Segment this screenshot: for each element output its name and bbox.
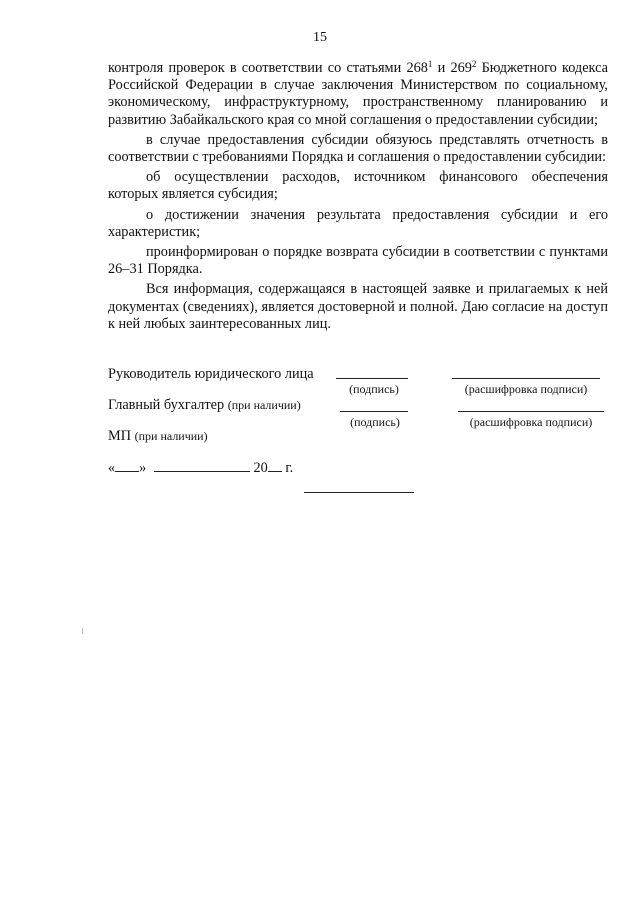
accountant-signature-caption: (подпись) [350,415,400,429]
accountant-decoding-line[interactable] [458,411,604,412]
paragraph-5: проинформирован о порядке возврата субсидии в соответствии с пунктами 26–31 Порядка. [108,244,608,278]
declaration-text [108,60,608,336]
stamp-label: МП (при наличии) [108,428,208,444]
head-signature-line[interactable] [336,378,408,379]
head-decoding-line[interactable] [452,378,600,379]
closing-separator-line [304,492,414,493]
paragraph-1: контроля проверок в соответствии со статьями $268^1$ и $269^2$ Бюджетного кодекса Российской Федерации в случае заключения Министерством по социальному, экономическому, инфраструктурному, пространственному планированию и развитию Забайкальского края со мной соглашения о предоставлении субсидии; [108,59,609,128]
paragraph-6: Вся информация, содержащаяся в настоящей заявке и прилагаемых к ней документах (сведениях), является достоверной и полной. Даю согласие на доступ к ней любых заинтересованных лиц. [108,281,608,332]
accountant-decoding-caption: (расшифровка подписи) [469,415,593,429]
date-year-field[interactable] [268,459,282,472]
accountant-signature-label: Главный бухгалтер (при наличии) [108,397,301,413]
date-day-field[interactable] [115,459,139,472]
paragraph-2: в случае предоставления субсидии обязуюсь представлять отчетность в соответствии с требованиями Порядка и соглашения о предоставлении субсидии: [108,131,608,166]
page-number: 15 [313,30,327,45]
head-decoding-caption: (расшифровка подписи) [464,382,588,396]
date-month-field[interactable] [154,459,250,472]
accountant-signature-line[interactable] [340,411,408,412]
date-line: « » 20 г. [108,460,294,476]
margin-mark [82,628,83,634]
footnote-mark-1: 1 [427,59,433,69]
paragraph-3: об осуществлении расходов, источником финансового обеспечения которых является субсидия; [108,169,608,203]
footnote-mark-2: 2 [471,59,477,69]
paragraph-4: о достижении значения результата предоставления субсидии и его характеристик; [108,206,608,240]
head-signature-caption: (подпись) [349,382,399,396]
head-signature-label: Руководитель юридического лица [108,366,314,382]
